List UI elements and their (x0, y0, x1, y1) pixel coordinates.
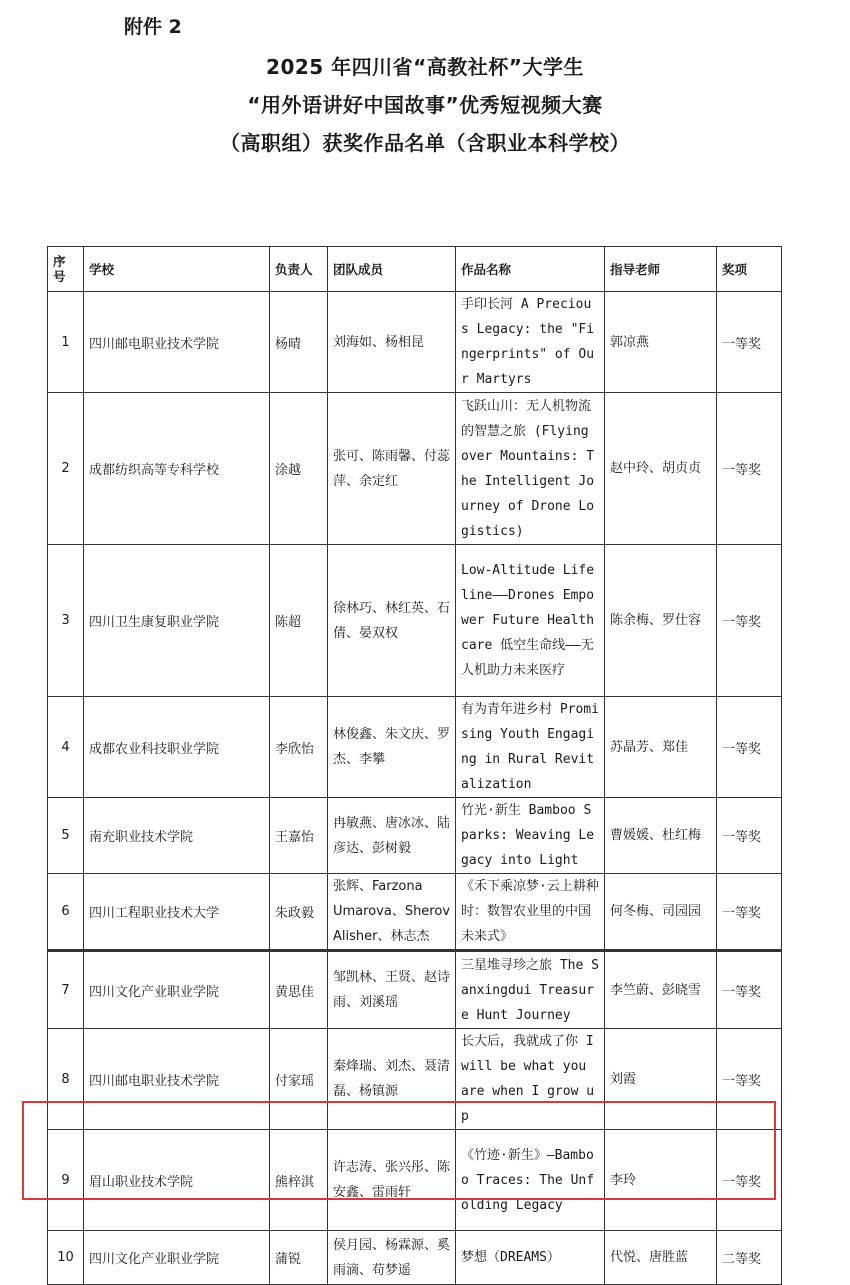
row-leader: 涂越 (270, 393, 328, 545)
table-row (48, 697, 782, 798)
row-leader: 杨晴 (270, 292, 328, 393)
row-work: 飞跃山川：无人机物流的智慧之旅 (Flying over Mountains: The Intelligent Journey of Drone Logistics) (456, 393, 605, 545)
row-members: 张辉、Farzona Umarova、Sherov Alisher、林志杰 (328, 874, 456, 951)
table-row (48, 393, 782, 545)
header-leader: 负责人 (270, 247, 328, 292)
header-no (48, 247, 84, 292)
row-teacher: 赵中玲、胡贞贞 (605, 393, 717, 545)
header-award: 奖项 (717, 247, 782, 292)
document-title (0, 52, 850, 166)
row-teacher: 李玲 (605, 1130, 717, 1231)
row-teacher: 代悦、唐胜蓝 (605, 1231, 717, 1285)
attachment-label: 附件 2 (124, 16, 182, 38)
header-no-line-1: 序 (53, 254, 66, 269)
row-leader: 付家瑶 (270, 1029, 328, 1130)
header-school: 学校 (84, 247, 270, 292)
row-members: 侯月园、杨霖源、奚雨滴、苟梦遥 (328, 1231, 456, 1285)
row-school: 眉山职业技术学院 (84, 1130, 270, 1231)
row-members: 张可、陈雨馨、付蕊萍、余定红 (328, 393, 456, 545)
row-no: 4 (48, 697, 84, 798)
row-teacher: 刘霞 (605, 1029, 717, 1130)
header-no-line-2: 号 (53, 269, 66, 284)
row-award: 一等奖 (717, 393, 782, 545)
row-members: 冉敏燕、唐冰冰、陆彦达、彭树毅 (328, 798, 456, 874)
row-work: 长大后，我就成了你 I will be what you are when I grow up (456, 1029, 605, 1130)
row-award: 一等奖 (717, 1130, 782, 1231)
row-award: 一等奖 (717, 798, 782, 874)
table-row (48, 292, 782, 393)
row-award: 一等奖 (717, 292, 782, 393)
row-school: 四川邮电职业技术学院 (84, 1029, 270, 1130)
row-members: 徐林巧、林红英、石倩、晏双权 (328, 545, 456, 697)
row-no: 5 (48, 798, 84, 874)
table-row (48, 951, 782, 1029)
row-leader: 蒲锐 (270, 1231, 328, 1285)
row-school: 成都纺织高等专科学校 (84, 393, 270, 545)
row-award: 一等奖 (717, 545, 782, 697)
row-work: 有为青年进乡村 Promising Youth Engaging in Rural Revitalization (456, 697, 605, 798)
row-teacher: 曹媛媛、杜红梅 (605, 798, 717, 874)
row-school: 四川文化产业职业学院 (84, 1231, 270, 1285)
row-members: 林俊鑫、朱文庆、罗杰、李攀 (328, 697, 456, 798)
table-row (48, 798, 782, 874)
row-work: 《禾下乘凉梦·云上耕种时：数智农业里的中国未来式》 (456, 874, 605, 951)
header-work: 作品名称 (456, 247, 605, 292)
row-leader: 朱政毅 (270, 874, 328, 951)
row-no: 1 (48, 292, 84, 393)
row-members: 许志涛、张兴彤、陈安鑫、雷雨轩 (328, 1130, 456, 1231)
row-work: Low-Altitude Lifeline——Drones Empower Future Healthcare 低空生命线——无人机助力未来医疗 (456, 545, 605, 697)
row-teacher: 陈余梅、罗仕容 (605, 545, 717, 697)
row-work: 三星堆寻珍之旅 The Sanxingdui Treasure Hunt Journey (456, 951, 605, 1029)
row-no: 10 (48, 1231, 84, 1285)
row-leader: 陈超 (270, 545, 328, 697)
row-award: 一等奖 (717, 697, 782, 798)
awards-table (47, 246, 782, 1285)
table-row (48, 874, 782, 951)
table-row (48, 545, 782, 697)
row-leader: 黄思佳 (270, 951, 328, 1029)
row-work: 竹光·新生 Bamboo Sparks: Weaving Legacy into Light (456, 798, 605, 874)
row-school: 四川卫生康复职业学院 (84, 545, 270, 697)
row-no: 2 (48, 393, 84, 545)
title-line-3: （高职组）获奖作品名单（含职业本科学校） (220, 131, 630, 155)
row-teacher: 苏晶芳、郑佳 (605, 697, 717, 798)
row-award: 一等奖 (717, 874, 782, 951)
row-no: 8 (48, 1029, 84, 1130)
row-no: 9 (48, 1130, 84, 1231)
row-members: 刘海如、杨相昆 (328, 292, 456, 393)
row-no: 7 (48, 951, 84, 1029)
row-award: 一等奖 (717, 951, 782, 1029)
row-school: 四川邮电职业技术学院 (84, 292, 270, 393)
title-line-2: “用外语讲好中国故事”优秀短视频大赛 (247, 93, 603, 117)
row-teacher: 何冬梅、司园园 (605, 874, 717, 951)
row-teacher: 李竺蔚、彭晓雪 (605, 951, 717, 1029)
row-work: 《竹迹·新生》—Bamboo Traces: The Unfolding Legacy (456, 1130, 605, 1231)
row-work: 手印长河 A Precious Legacy: the "Fingerprints" of Our Martyrs (456, 292, 605, 393)
row-award: 一等奖 (717, 1029, 782, 1130)
table-row (48, 1130, 782, 1231)
row-leader: 王嘉怡 (270, 798, 328, 874)
row-no: 3 (48, 545, 84, 697)
table-row (48, 1231, 782, 1285)
title-line-1: 2025 年四川省“高教社杯”大学生 (266, 55, 584, 79)
row-school: 南充职业技术学院 (84, 798, 270, 874)
row-work: 梦想（DREAMS） (456, 1231, 605, 1285)
header-teacher: 指导老师 (605, 247, 717, 292)
row-school: 四川文化产业职业学院 (84, 951, 270, 1029)
row-teacher: 郭凉燕 (605, 292, 717, 393)
row-members: 邹凯林、王贤、赵诗雨、刘溪瑶 (328, 951, 456, 1029)
row-members: 秦烽瑞、刘杰、聂清磊、杨镇源 (328, 1029, 456, 1130)
row-school: 四川工程职业技术大学 (84, 874, 270, 951)
row-award: 二等奖 (717, 1231, 782, 1285)
row-leader: 李欣怡 (270, 697, 328, 798)
row-no: 6 (48, 874, 84, 951)
header-members: 团队成员 (328, 247, 456, 292)
row-school: 成都农业科技职业学院 (84, 697, 270, 798)
table-row (48, 1029, 782, 1130)
row-leader: 熊梓淇 (270, 1130, 328, 1231)
table-header-row (48, 247, 782, 292)
